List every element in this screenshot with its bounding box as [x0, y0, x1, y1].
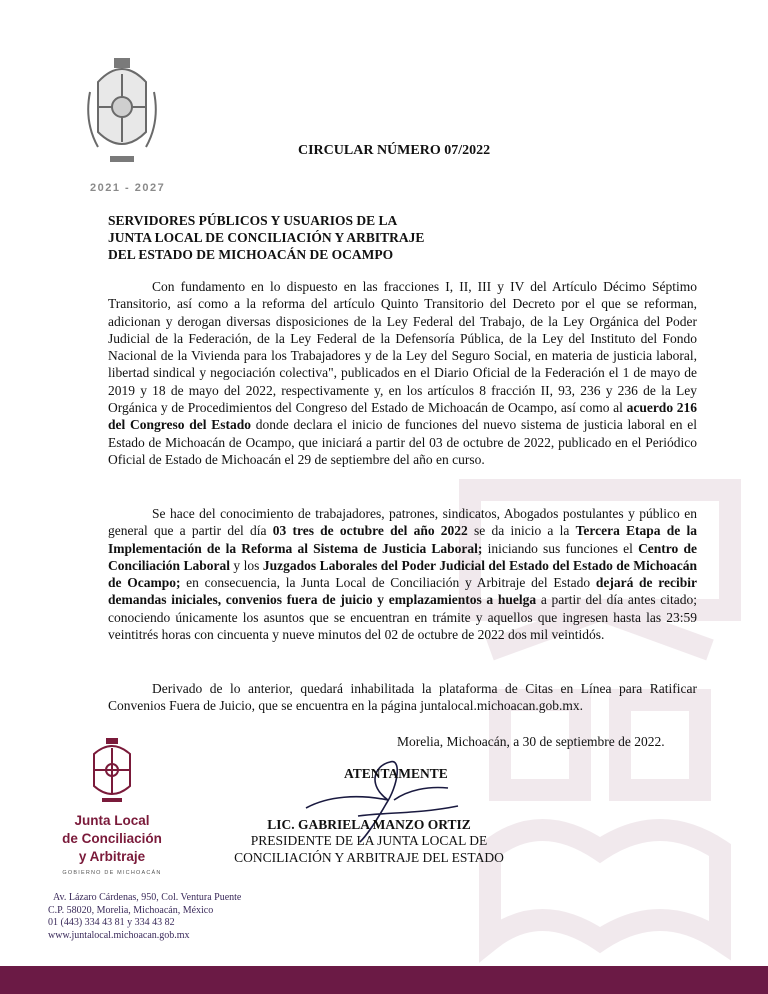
institution-name-line: Junta Local [74, 813, 150, 828]
signer-role: PRESIDENTE DE LA JUNTA LOCAL DE [250, 833, 488, 848]
text-run: y los [229, 557, 263, 573]
institution-name-line: de Conciliación [62, 831, 162, 846]
text-run: Se hace del conocimiento de trabajadores, patrones, sindicatos, Abogados postulantes y público en general que a partir del día [108, 506, 697, 539]
text-run-bold: 03 tres de octubre del año 2022 [272, 523, 468, 539]
text-run: iniciando sus funciones el [482, 540, 639, 556]
junta-local-logo-icon [88, 736, 136, 806]
contact-block [48, 892, 241, 942]
signer-name: LIC. GABRIELA MANZO ORTIZ [267, 817, 471, 832]
addressee-line: SERVIDORES PÚBLICOS Y USUARIOS DE LA [108, 213, 398, 228]
date-place: Morelia, Michoacán, a 30 de septiembre de 2022. [397, 734, 665, 749]
state-crest-icon [84, 52, 160, 170]
address-line: Av. Lázaro Cárdenas, 950, Col. Ventura Puente [53, 892, 242, 903]
text-run-bold: dejará de recibir demandas iniciales, convenios fuera de juicio y emplazamientos a huelga [108, 575, 697, 608]
text-run-bold: acuerdo 216 del Congreso del Estado [108, 400, 697, 433]
paragraph-announcement [108, 505, 697, 643]
administration-years: 2021 - 2027 [90, 182, 166, 194]
circular-title: CIRCULAR NÚMERO 07/2022 [298, 143, 491, 158]
paragraph-legal-basis [108, 278, 697, 468]
text-run-bold: Centro de Conciliación Laboral [108, 540, 697, 573]
text-run-bold: Tercera Etapa de la Implementación de la Reforma al Sistema de Justicia Laboral; [108, 523, 697, 556]
text-run: Con fundamento en lo dispuesto en las fracciones I, II, III y IV del Artículo Décimo Séptimo Transitorio, así como a la reforma del artículo Quinto Transitorio del Decreto por el que se reforman, adicionan y derogan diversas disposiciones de la Ley Federal del Trabajo, de la Ley Orgánica del Poder Judicial de la Federación, de la Ley Federal de la Defensoría Pública, de la Ley del Instituto del Fondo Nacional de la Vivienda para los Trabajadores y de la Ley del Seguro Social, en materia de justicia laboral, libertad sindical y negociación colectiva", publicados en el Diario Oficial de la Federación el 1 de mayo de 2019 y 18 de mayo del 2022, respectivamente y, en los artículos 8 fracción II, 93, 236 y 236 de la Ley Orgánica y de Procedimientos del Congreso del Estado de Michoacán de Ocampo, así como al [108, 279, 697, 416]
text-run-bold: Juzgados Laborales del Poder Judicial del Estado del Estado de Michoacán de Ocampo; [108, 557, 697, 591]
addressee-line: JUNTA LOCAL DE CONCILIACIÓN Y ARBITRAJE [108, 230, 425, 245]
phone-line: 01 (443) 334 43 81 y 334 43 82 [48, 917, 175, 928]
addressee-line: DEL ESTADO DE MICHOACÁN DE OCAMPO [108, 247, 394, 262]
text-run: donde declara el inicio de funciones del nuevo sistema de justicia laboral en el Estado de Michoacán de Ocampo, que iniciará a partir del 03 de octubre de 2022, publicado en el Periódico Oficial de Estado de Michoacán el 29 de septiembre del año en curso. [108, 417, 697, 467]
institution-name-line: y Arbitraje [78, 849, 146, 864]
text-run: a partir del día antes citado; conociendo únicamente los asuntos que se encuentran en trámite y aquellos que ingresen hasta las 23:59 veintitrés horas con cincuenta y nueve minutos del 02 de octubre de 2022 dos mil veintidós. [108, 592, 698, 643]
paragraph-platform-notice: Derivado de lo anterior, quedará inhabilitada la plataforma de Citas en Línea para Ratificar Convenios Fuera de Juicio, que se encuentra en la página juntalocal.michoacan.gob.mx. [108, 681, 697, 714]
text-run: se da inicio a la [467, 523, 576, 539]
institution-name [58, 812, 166, 866]
government-label: GOBIERNO DE MICHOACÁN [62, 870, 162, 876]
address-line: C.P. 58020, Morelia, Michoacán, México [48, 904, 214, 916]
closing-salutation: ATENTAMENTE [344, 766, 448, 781]
footer-bar [0, 966, 768, 994]
website-link[interactable]: www.juntalocal.michoacan.gob.mx [48, 929, 190, 941]
addressee-block [108, 212, 424, 263]
text-run: en consecuencia, la Junta Local de Conciliación y Arbitraje del Estado [180, 575, 596, 591]
signer-role: CONCILIACIÓN Y ARBITRAJE DEL ESTADO [234, 850, 504, 865]
